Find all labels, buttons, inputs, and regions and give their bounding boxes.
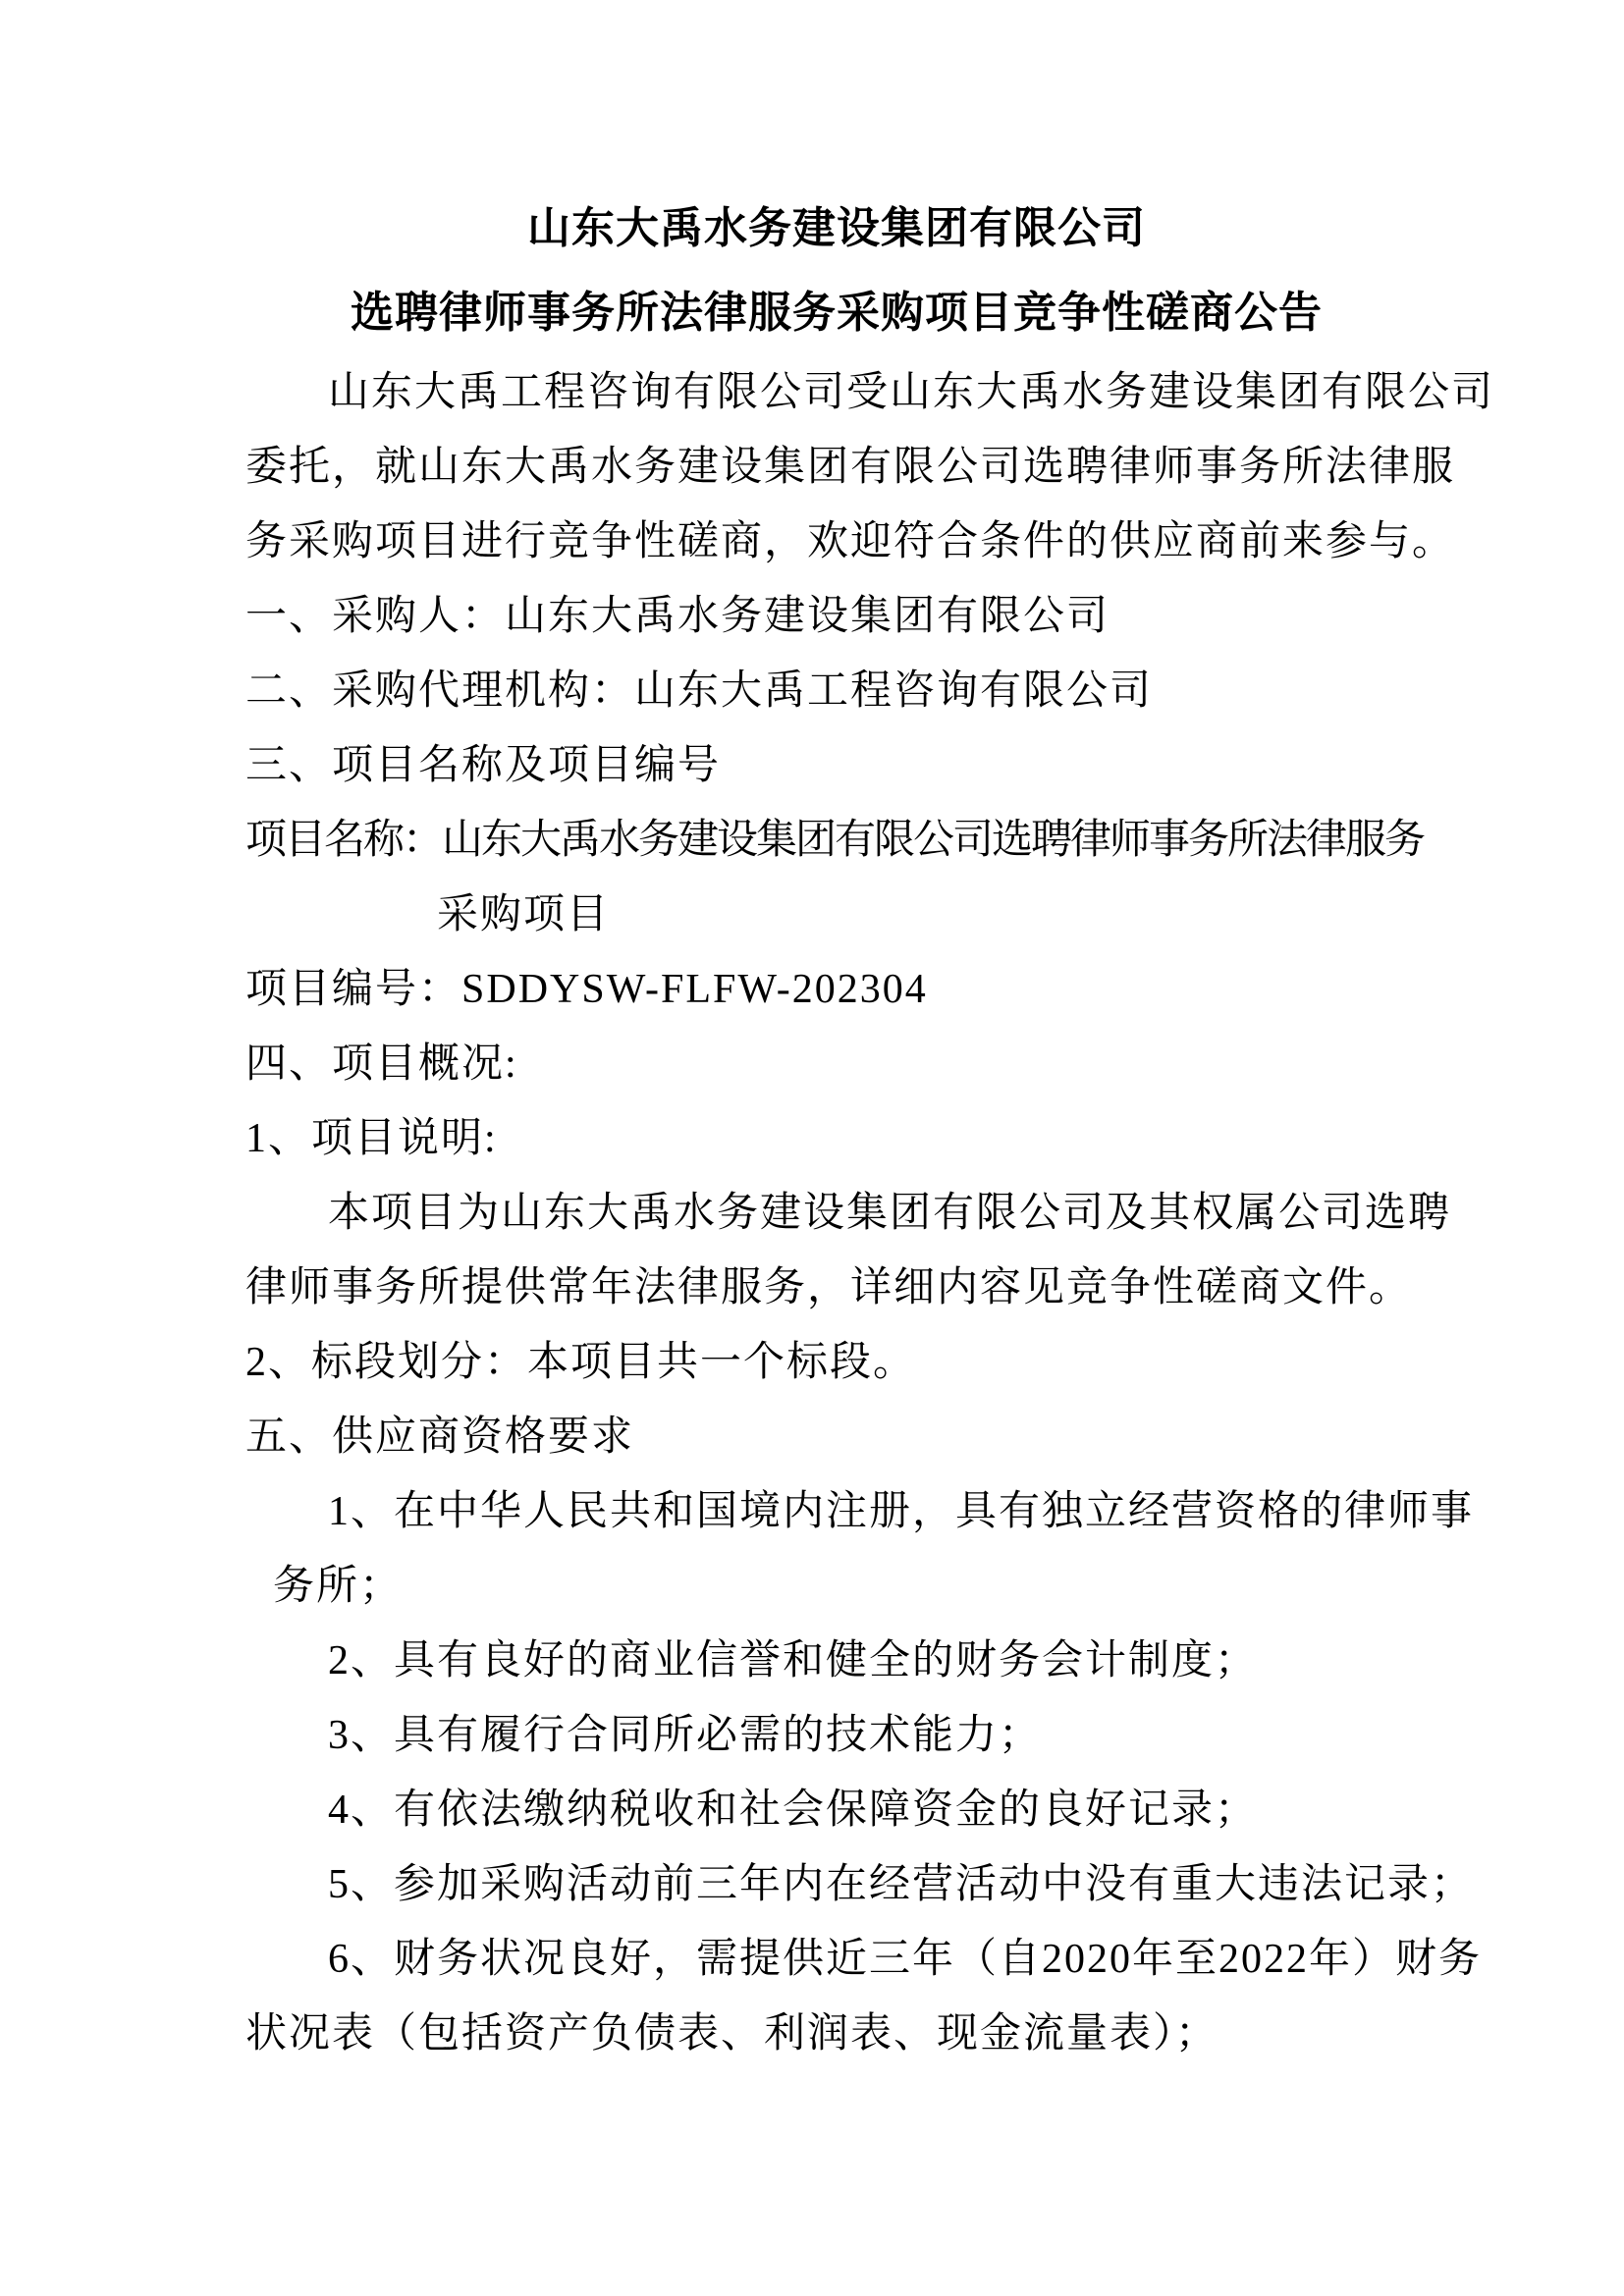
- document-line: 务采购项目进行竞争性磋商，欢迎符合条件的供应商前来参与。: [245, 519, 1456, 564]
- document-line: 山东大禹工程咨询有限公司受山东大禹水务建设集团有限公司: [328, 370, 1495, 415]
- document-line: 1、在中华人民共和国境内注册，具有独立经营资格的律师事: [328, 1489, 1475, 1534]
- document-line: 3、具有履行合同所必需的技术能力；: [328, 1713, 1043, 1758]
- document-line: 4、有依法缴纳税收和社会保障资金的良好记录；: [328, 1788, 1259, 1833]
- document-line: 二、采购代理机构：山东大禹工程咨询有限公司: [245, 668, 1154, 714]
- document-line: 三、项目名称及项目编号: [245, 743, 722, 788]
- document-line: 项目编号：SDDYSW-FLFW-202304: [245, 967, 928, 1012]
- document-line: 5、参加采购活动前三年内在经营活动中没有重大违法记录；: [328, 1862, 1475, 1907]
- document-content: [245, 187, 1495, 2071]
- document-line: 状况表（包括资产负债表、利润表、现金流量表）；: [245, 2011, 1219, 2056]
- document-line: 1、项目说明:: [245, 1116, 498, 1161]
- document-line: 律师事务所提供常年法律服务，详细内容见竞争性磋商文件。: [245, 1265, 1413, 1310]
- document-line: 四、项目概况:: [245, 1041, 518, 1087]
- document-line: 2、具有良好的商业信誉和健全的财务会计制度；: [328, 1638, 1259, 1683]
- document-line: 采购项目: [437, 892, 611, 937]
- document-line: 6、财务状况良好，需提供近三年（自2020年至2022年）财务: [328, 1937, 1483, 1982]
- document-title-line2: 选聘律师事务所法律服务采购项目竞争性磋商公告: [351, 289, 1323, 337]
- document-line: 委托，就山东大禹水务建设集团有限公司选聘律师事务所法律服: [245, 445, 1456, 490]
- document-line: 务所；: [273, 1564, 404, 1609]
- document-line: 本项目为山东大禹水务建设集团有限公司及其权属公司选聘: [328, 1191, 1452, 1236]
- document-line: 五、供应商资格要求: [245, 1415, 635, 1460]
- document-title-line1: 山东大禹水务建设集团有限公司: [527, 204, 1146, 252]
- document-line: 2、标段划分：本项目共一个标段。: [245, 1340, 917, 1385]
- document-line: 项目名称：山东大禹水务建设集团有限公司选聘律师事务所法律服务: [245, 818, 1425, 863]
- document-line: 一、采购人：山东大禹水务建设集团有限公司: [245, 594, 1110, 639]
